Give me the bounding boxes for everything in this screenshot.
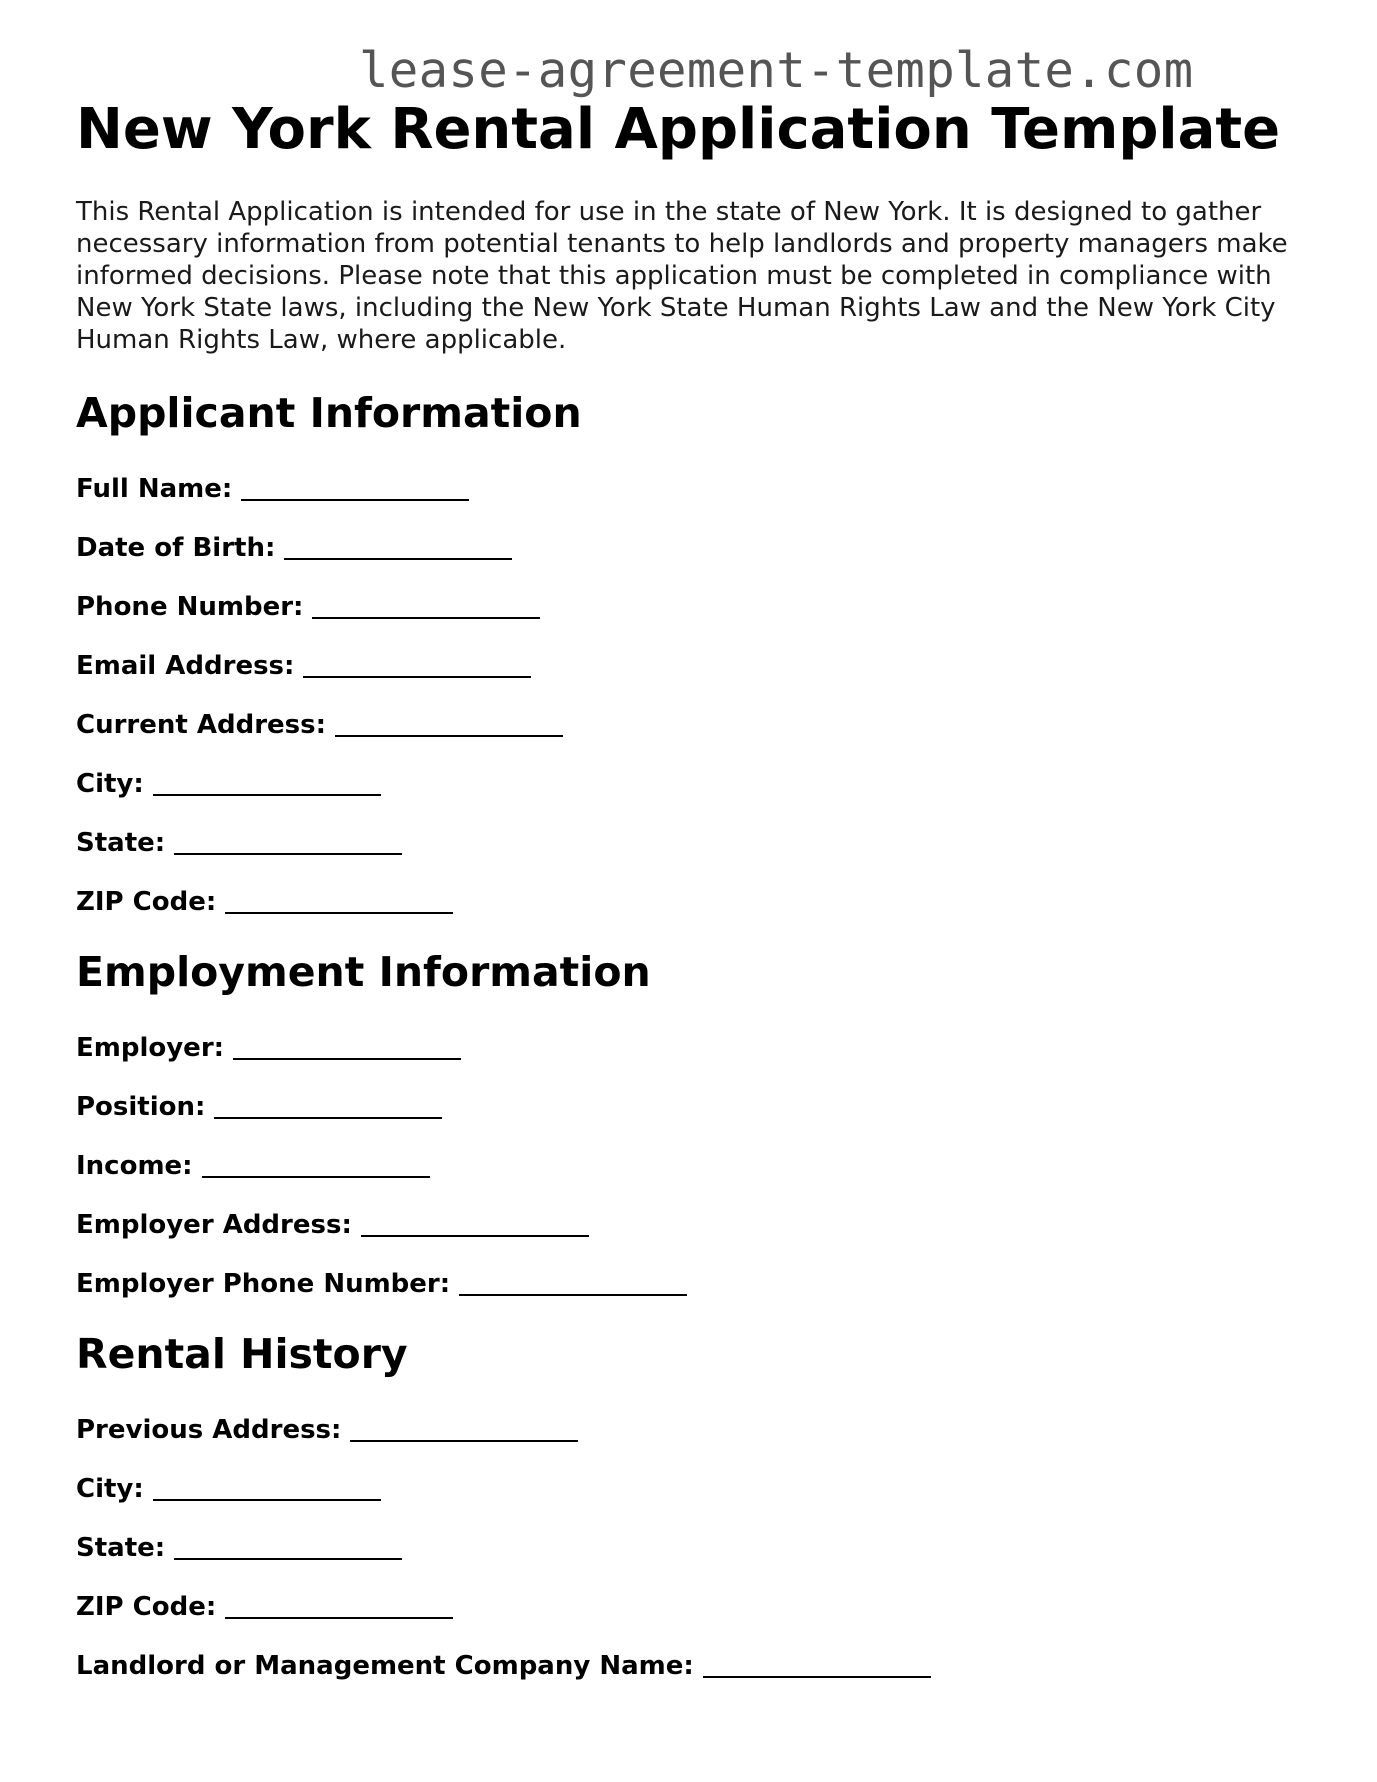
field-label: Phone Number: bbox=[76, 592, 304, 622]
field-date-of-birth bbox=[76, 528, 512, 565]
employer-address-blank[interactable] bbox=[361, 1209, 589, 1237]
zip-code-blank[interactable] bbox=[225, 886, 453, 914]
field-phone-number bbox=[76, 587, 540, 624]
field-label: Landlord or Management Company Name: bbox=[76, 1651, 694, 1681]
field-current-address bbox=[76, 705, 563, 742]
field-label: ZIP Code: bbox=[76, 1592, 217, 1622]
previous-city-blank[interactable] bbox=[153, 1473, 381, 1501]
field-label: Employer: bbox=[76, 1033, 225, 1063]
field-previous-zip-code bbox=[76, 1587, 453, 1624]
field-label: State: bbox=[76, 828, 166, 858]
field-employer-address bbox=[76, 1205, 589, 1242]
field-label: ZIP Code: bbox=[76, 887, 217, 917]
current-address-blank[interactable] bbox=[335, 709, 563, 737]
field-label: Employer Address: bbox=[76, 1210, 352, 1240]
field-previous-state bbox=[76, 1528, 402, 1565]
employer-blank[interactable] bbox=[233, 1032, 461, 1060]
field-full-name bbox=[76, 469, 469, 506]
email-address-blank[interactable] bbox=[303, 650, 531, 678]
field-label: Employer Phone Number: bbox=[76, 1269, 451, 1299]
field-zip-code bbox=[76, 882, 453, 919]
field-employer bbox=[76, 1028, 461, 1065]
phone-number-blank[interactable] bbox=[312, 591, 540, 619]
field-landlord-company-name bbox=[76, 1646, 931, 1683]
page-title: New York Rental Application Template bbox=[76, 97, 1281, 162]
state-blank[interactable] bbox=[174, 827, 402, 855]
section-heading-employment: Employment Information bbox=[76, 948, 651, 996]
income-blank[interactable] bbox=[202, 1150, 430, 1178]
employer-phone-number-blank[interactable] bbox=[459, 1268, 687, 1296]
field-label: Previous Address: bbox=[76, 1415, 342, 1445]
field-label: Income: bbox=[76, 1151, 193, 1181]
field-position bbox=[76, 1087, 442, 1124]
intro-paragraph: This Rental Application is intended for use in the state of New York. It is designed to gather necessary information from potential tenants to help landlords and property managers make informed decisions. Please note that this application must be completed in compliance with New York State laws, including the New York State Human Rights Law and the New York City Human Rights Law, where applicable. bbox=[76, 197, 1288, 355]
field-label: Current Address: bbox=[76, 710, 327, 740]
full-name-blank[interactable] bbox=[241, 473, 469, 501]
field-label: City: bbox=[76, 769, 144, 799]
landlord-company-name-blank[interactable] bbox=[703, 1650, 931, 1678]
section-heading-applicant: Applicant Information bbox=[76, 389, 582, 437]
field-employer-phone-number bbox=[76, 1264, 687, 1301]
field-state bbox=[76, 823, 402, 860]
date-of-birth-blank[interactable] bbox=[284, 532, 512, 560]
field-label: State: bbox=[76, 1533, 166, 1563]
field-label: Full Name: bbox=[76, 474, 233, 504]
previous-address-blank[interactable] bbox=[350, 1414, 578, 1442]
position-blank[interactable] bbox=[214, 1091, 442, 1119]
section-heading-rental-history: Rental History bbox=[76, 1330, 408, 1378]
field-label: Email Address: bbox=[76, 651, 295, 681]
previous-state-blank[interactable] bbox=[174, 1532, 402, 1560]
field-previous-city bbox=[76, 1469, 381, 1506]
field-previous-address bbox=[76, 1410, 578, 1447]
site-watermark: lease-agreement-template.com bbox=[359, 42, 1194, 99]
city-blank[interactable] bbox=[153, 768, 381, 796]
previous-zip-code-blank[interactable] bbox=[225, 1591, 453, 1619]
field-label: Date of Birth: bbox=[76, 533, 276, 563]
field-label: City: bbox=[76, 1474, 144, 1504]
field-label: Position: bbox=[76, 1092, 206, 1122]
field-email-address bbox=[76, 646, 531, 683]
field-income bbox=[76, 1146, 430, 1183]
field-city bbox=[76, 764, 381, 801]
